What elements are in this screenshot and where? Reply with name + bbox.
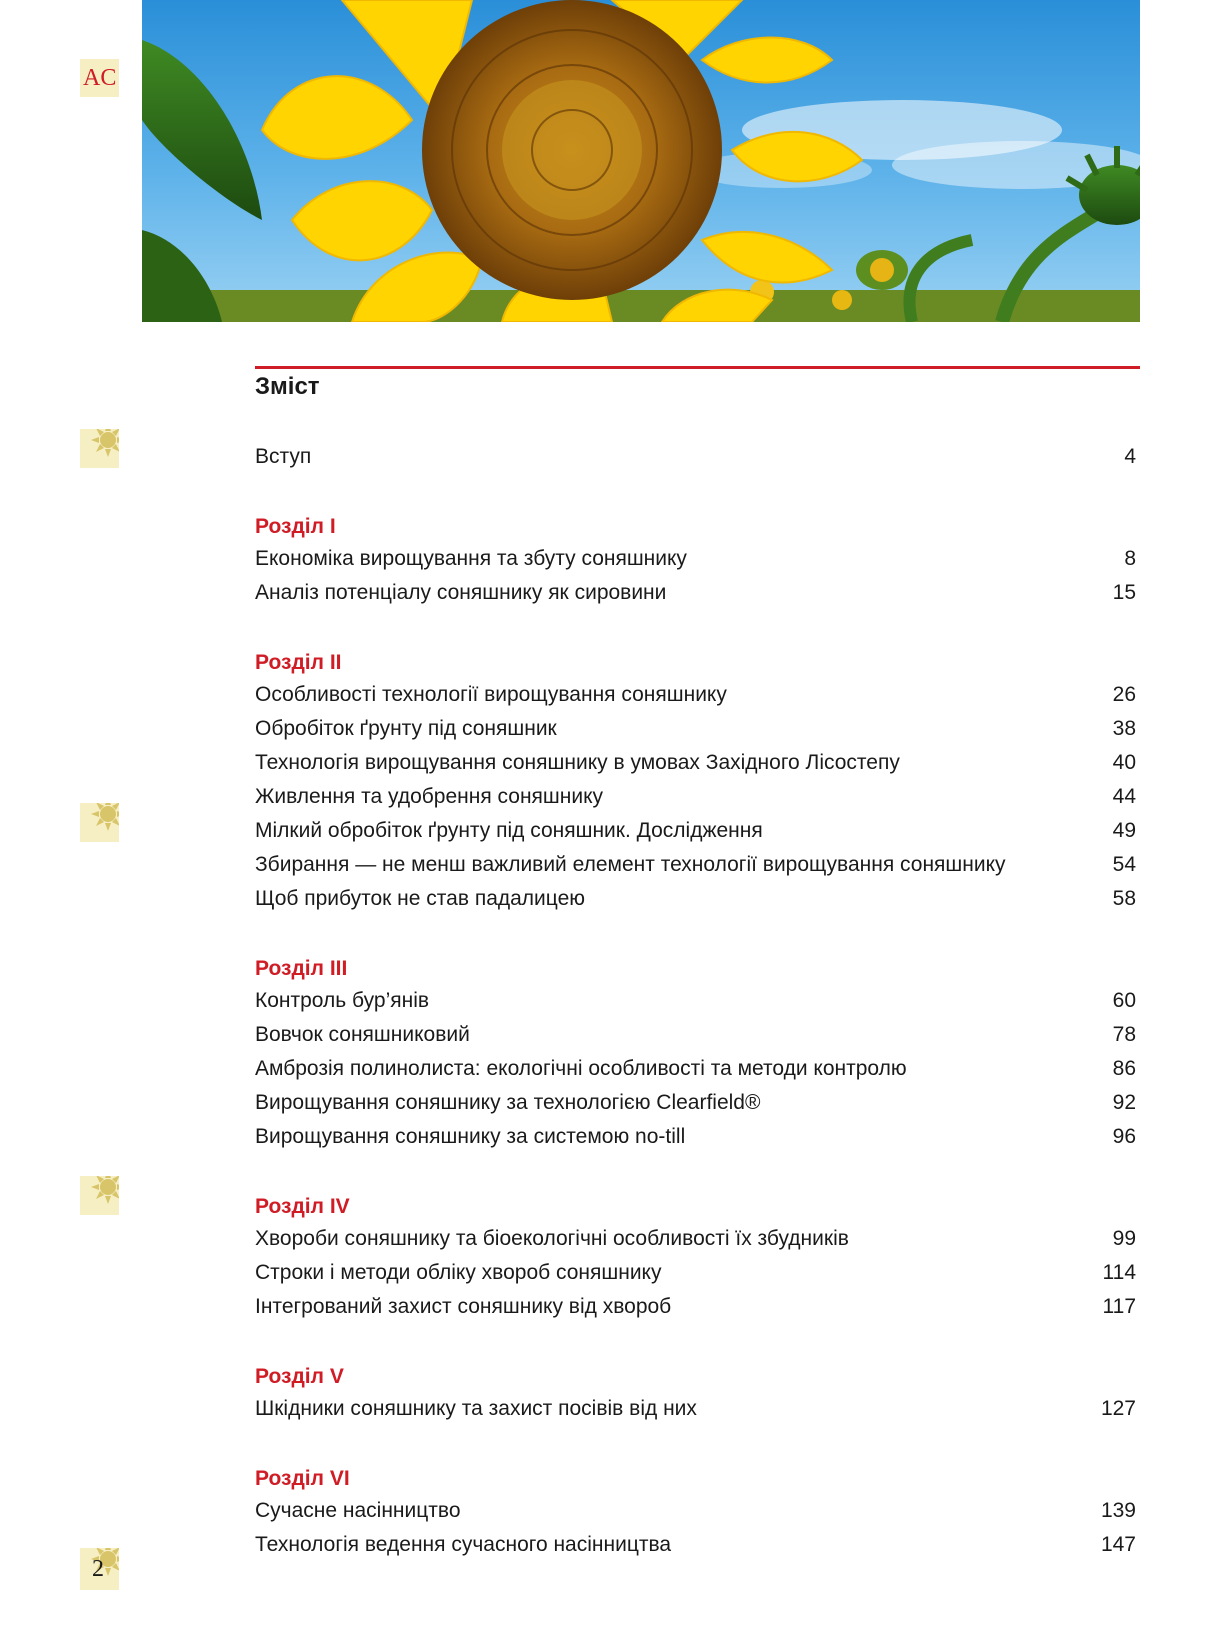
sunflower-tile-icon <box>80 1176 119 1215</box>
toc-entry[interactable] <box>255 746 1140 780</box>
toc-entry[interactable] <box>255 1086 1140 1120</box>
toc-entry-label: Амброзія полинолиста: екологічні особливості та методи контролю <box>255 1057 907 1080</box>
toc-entry-label: Сучасне насінництво <box>255 1499 461 1522</box>
toc-entry[interactable] <box>255 1120 1140 1154</box>
toc-entry[interactable] <box>255 576 1140 610</box>
toc-entry-page: 117 <box>1102 1295 1136 1318</box>
section-spacer <box>255 610 1140 648</box>
toc-entry-page: 58 <box>1112 887 1136 910</box>
toc-entry-page: 114 <box>1102 1261 1136 1284</box>
toc-entry-label: Технологія вирощування соняшнику в умовах Західного Лісостепу <box>255 751 900 774</box>
toc-entry-label: Вовчок соняшниковий <box>255 1023 470 1046</box>
toc-entry[interactable] <box>255 542 1140 576</box>
toc-entry-page: 96 <box>1112 1125 1136 1148</box>
logo-text: AC <box>83 65 117 91</box>
section-heading: Розділ I <box>255 515 336 538</box>
toc-entry-page: 38 <box>1112 717 1136 740</box>
toc-entry[interactable] <box>255 678 1140 712</box>
toc-entry-label: Живлення та удобрення соняшнику <box>255 785 604 808</box>
toc-entry[interactable] <box>255 1256 1140 1290</box>
toc-title: Зміст <box>255 373 320 400</box>
toc-entry-label: Економіка вирощування та збуту соняшнику <box>255 547 687 570</box>
toc-entry-page: 147 <box>1100 1533 1136 1556</box>
toc-entry[interactable] <box>255 882 1140 916</box>
toc-entry-label: Контроль бур’янів <box>255 989 430 1012</box>
toc-entry-intro[interactable] <box>255 440 1140 474</box>
sunflower-tile-icon <box>80 429 119 468</box>
toc-entry-label: Вирощування соняшнику за системою no-till <box>255 1125 686 1148</box>
section-spacer <box>255 1426 1140 1464</box>
toc-entry[interactable] <box>255 1018 1140 1052</box>
toc-entry[interactable] <box>255 814 1140 848</box>
toc-entry[interactable] <box>255 1222 1140 1256</box>
toc-entry[interactable] <box>255 1392 1140 1426</box>
toc-entry-page: 92 <box>1112 1091 1136 1114</box>
toc-entry-label: Особливості технології вирощування соняшнику <box>255 683 727 706</box>
toc-entry-label: Щоб прибуток не став падалицею <box>255 887 586 910</box>
toc-entry-page: 99 <box>1112 1227 1136 1250</box>
toc-entry-page: 44 <box>1112 785 1136 808</box>
toc-entry-page: 60 <box>1112 989 1136 1012</box>
toc-entry-page: 49 <box>1112 819 1136 842</box>
publisher-logo <box>80 59 119 97</box>
toc-entry[interactable] <box>255 1052 1140 1086</box>
section-heading: Розділ III <box>255 957 348 980</box>
section-spacer <box>255 1154 1140 1192</box>
toc-entry-page: 127 <box>1100 1397 1136 1420</box>
toc-entry-label: Обробіток ґрунту під соняшник <box>255 717 557 740</box>
toc-entry-label: Шкідники соняшнику та захист посівів від них <box>255 1397 697 1420</box>
toc-entry-label: Вирощування соняшнику за технологією Clearfield® <box>255 1091 761 1114</box>
toc-entry-label: Строки і методи обліку хвороб соняшнику <box>255 1261 662 1284</box>
toc-entry-page: 26 <box>1112 683 1136 706</box>
toc-entry[interactable] <box>255 984 1140 1018</box>
page-number: 2 <box>92 1556 104 1582</box>
toc-entry-label: Технологія ведення сучасного насінництва <box>255 1533 672 1556</box>
sunflower-tile-icon <box>80 803 119 842</box>
section-spacer <box>255 474 1140 512</box>
section-spacer <box>255 1324 1140 1362</box>
toc-entry-page: 40 <box>1112 751 1136 774</box>
toc-entry-page: 54 <box>1112 853 1136 876</box>
toc-entry-label: Вступ <box>255 445 312 468</box>
toc-entry[interactable] <box>255 1494 1140 1528</box>
toc-entry[interactable] <box>255 712 1140 746</box>
title-rule <box>255 366 1140 369</box>
toc-entry[interactable] <box>255 1528 1140 1562</box>
toc-entry-label: Інтегрований захист соняшнику від хвороб <box>255 1295 672 1318</box>
toc-entry-label: Аналіз потенціалу соняшнику як сировини <box>255 581 667 604</box>
section-heading: Розділ II <box>255 651 342 674</box>
toc-entry[interactable] <box>255 780 1140 814</box>
toc-entry-label: Збирання — не менш важливий елемент технології вирощування соняшнику <box>255 853 1006 876</box>
toc-entry[interactable] <box>255 1290 1140 1324</box>
section-heading: Розділ V <box>255 1365 344 1388</box>
section-spacer <box>255 916 1140 954</box>
toc-entry-page: 78 <box>1112 1023 1136 1046</box>
section-heading: Розділ VI <box>255 1467 350 1490</box>
section-heading: Розділ IV <box>255 1195 350 1218</box>
hero-sunflower-image <box>142 0 1140 322</box>
toc-entry[interactable] <box>255 848 1140 882</box>
toc-entry-label: Хвороби соняшнику та біоекологічні особливості їх збудників <box>255 1227 849 1250</box>
toc-entry-page: 15 <box>1112 581 1136 604</box>
toc-entry-page: 4 <box>1124 445 1136 468</box>
table-of-contents <box>255 440 1140 1562</box>
toc-entry-page: 8 <box>1124 547 1136 570</box>
toc-entry-page: 86 <box>1112 1057 1136 1080</box>
toc-entry-page: 139 <box>1100 1499 1136 1522</box>
toc-entry-label: Мілкий обробіток ґрунту під соняшник. Дослідження <box>255 819 763 842</box>
page-number-tile <box>80 1548 119 1590</box>
